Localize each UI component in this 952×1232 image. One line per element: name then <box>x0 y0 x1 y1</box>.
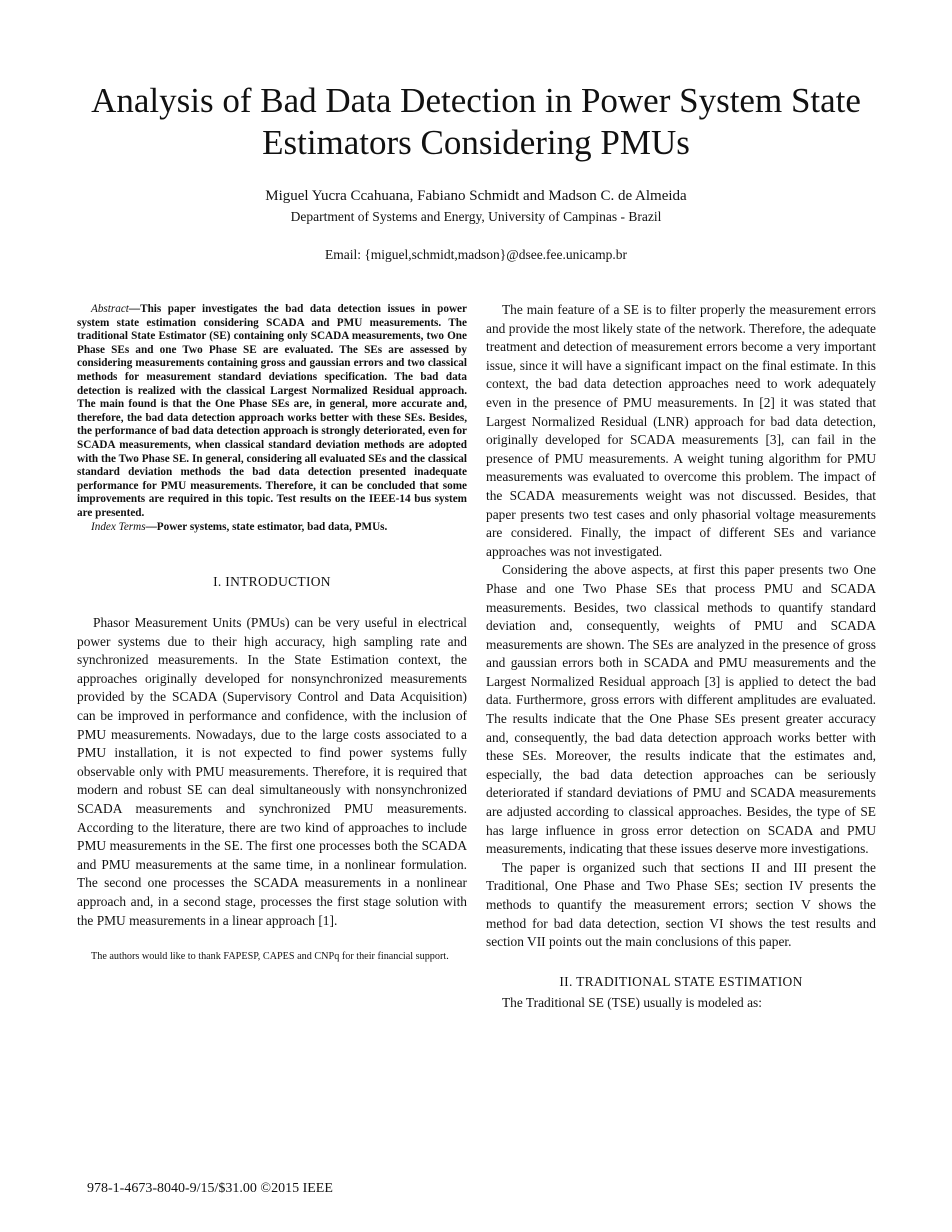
paper-title: Analysis of Bad Data Detection in Power System State Estimators Considering PMUs <box>91 81 861 162</box>
paragraph: The main feature of a SE is to filter properly the measurement errors and provide the most likely state of the network. Therefore, the adequate treatment and detection of measurement errors become a very important issue, since it will have a significant impact on the final estimate. In this context, the bad data detection approaches need to work adequately even in the presence of PMU measurements. In [2] it was stated that Largest Normalized Residual (LNR) approach for bad data detection, originally developed for SCADA measurements [3], can fail in the presence of PMU measurements. A weight tuning algorithm for PMU measurements was evaluated to overcome this problem. The impact of the SCADA measurements weight was not discussed. Besides, that paper presents two test cases and only phasorial voltage measurements are considered. Finally, the impact of different SEs and variance approaches was not investigated. <box>486 302 876 559</box>
paragraph: Considering the above aspects, at first this paper presents two One Phase and one Two Phase SEs that process PMU and SCADA measurements. Besides, two classical methods to quantify standard deviation and, consequently, weights of PMU and SCADA measurements are shown. The SEs are analyzed in the presence of gross and gaussian errors both in SCADA and PMU measurements and the Largest Normalized Residual approach [3] is applied to detect the bad data. Furthermore, gross errors with different amplitudes are evaluated. The results indicate that the One Phase SEs present greater accuracy and, consequently, the bad data detection approach works better with these SEs. Moreover, the results indicate that the estimates and, especially, the bad data detection approaches can be seriously deteriorated if standard deviations of PMU and SCADA measurements are adjusted according to classical approaches. Besides, the type of SE has large influence in gross error detection on SCADA and PMU measurements, indicating that these issues deserve more investigations. <box>486 562 876 857</box>
abstract <box>77 303 467 521</box>
footnote: The authors would like to thank FAPESP, CAPES and CNPq for their financial support. <box>91 951 449 963</box>
section-heading-traditional-state-estimation: II. TRADITIONAL STATE ESTIMATION <box>559 973 803 989</box>
contact-email: Email: {miguel,schmidt,madson}@dsee.fee.unicamp.br <box>324 247 628 262</box>
section-heading-introduction: I. INTRODUCTION <box>213 574 331 590</box>
abstract-text: —This paper investigates the bad data detection issues in power system state estimation considering SCADA and PMU measurements. The traditional State Estimator (SE) containing only SCADA measurements, two One Phase SEs and one Two Phase SE are evaluated. The SEs are assessed by considering measurements containing gross and gaussian errors and two classical methods for measurement standard deviations specification. The bad data detection is realized with the classical Largest Normalized Residual approach. The main found is that the One Phase SEs are, in general, more accurate and, therefore, the bad data detection approach works better with these SEs. Besides, the performance of bad data detection approach is strongly deteriorated, even for SCADA measurements, when classical standard deviation methods are adopted with the Two Phase SE. In general, considering all evaluated SEs and the classical standard deviation methods the bad data detection presented inadequate performance for PMU measurements. Therefore, it can be concluded that some improvements are required in this topic. Test results on the IEEE-14 bus system are presented. <box>77 303 467 519</box>
left-column <box>77 303 467 963</box>
index-terms <box>77 521 467 535</box>
paragraph: The Traditional SE (TSE) usually is modeled as: <box>502 994 762 1010</box>
right-column <box>486 301 876 1012</box>
affiliation: Department of Systems and Energy, University of Campinas - Brazil <box>290 209 662 224</box>
copyright-notice: 978-1-4673-8040-9/15/$31.00 ©2015 IEEE <box>87 1181 333 1196</box>
abstract-label: Abstract <box>91 303 129 315</box>
index-terms-text: —Power systems, state estimator, bad data, PMUs. <box>145 520 388 533</box>
index-terms-label: Index Terms <box>91 520 146 533</box>
author-list: Miguel Yucra Ccahuana, Fabiano Schmidt and Madson C. de Almeida <box>265 188 687 204</box>
paragraph: The paper is organized such that sections II and III present the Traditional, One Phase and Two Phase SEs; section IV presents the methods to quantify the measurement errors; section V shows the method for bad data detection, section VI shows the test results and section VII points out the main conclusions of this paper. <box>486 859 876 950</box>
paragraph: Phasor Measurement Units (PMUs) can be very useful in electrical power systems due to their high accuracy, high sampling rate and synchronized measurements. In the State Estimation context, the approaches originally developed for nonsynchronized measurements provided by the SCADA (Supervisory Control and Data Acquisition) can be improved in performance and confidence, with the inclusion of PMU measurements. Nowadays, due to the large costs associated to a PMU installation, it is not expected to find power systems fully observable only with PMU measurements. Therefore, it is required that modern and robust SE can deal simultaneously with nonsynchronized SCADA measurements and synchronized PMU measurements. According to the literature, there are two kind of approaches to include PMU measurements in the SE. The first one processes both the SCADA and PMU measurements at the same time, in a nonlinear formulation. The second one processes the SCADA measurements in a nonlinear approach and, in a second stage, processes the first stage solution with the PMU measurements in a linear approach [1]. <box>77 615 467 928</box>
